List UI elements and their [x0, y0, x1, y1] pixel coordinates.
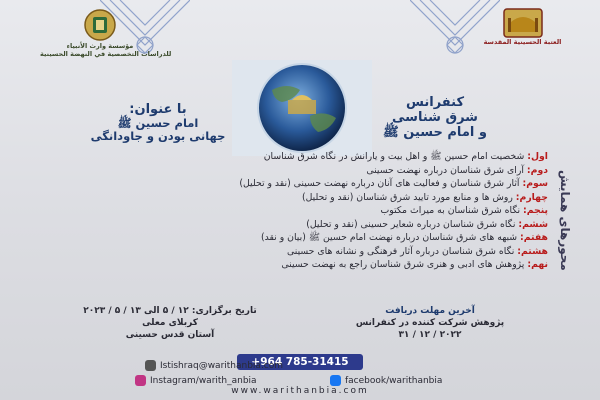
- axis-text: نگاه شرق شناسان به ميراث مكتوب: [380, 205, 523, 216]
- axis-ordinal: هشتم:: [517, 245, 548, 257]
- event-date: تاريخ برگزاری: ۱۲ / ۵ الی ۱۳ / ۵ / ۲۰۲۳: [83, 306, 257, 316]
- deadline-date: ۲۰۲۲ / ۱۲ / ۳۱: [398, 330, 462, 340]
- axis-text: آثار شرق شناسان و فعاليت های آنان درباره نهضت حسينی (نقد و تحليل): [239, 178, 523, 189]
- email-text: Istishraq@warithanbia.com: [160, 360, 284, 371]
- instagram-link[interactable]: [135, 375, 257, 386]
- axis-text: روش ها و منابع مورد تاييد شرق شناسان (نقد و تحليل): [302, 191, 516, 203]
- instagram-icon: [135, 375, 146, 386]
- phone-number[interactable]: +964 785-31415: [237, 354, 362, 370]
- side-label-text: محورهای همایش: [558, 170, 572, 271]
- deadline-line1: آخرين مهلت دريافت: [385, 306, 475, 316]
- subject-line3: جهانی بودن و جاودانگی: [90, 129, 226, 143]
- warith-anbia-logo: [40, 8, 172, 58]
- website-link[interactable]: www.warithanbia.com: [231, 386, 369, 396]
- axis-item: [60, 258, 548, 272]
- axis-item: [60, 191, 548, 205]
- axis-ordinal: ششم:: [518, 218, 548, 230]
- conference-title-line1: كنفرانس: [405, 95, 465, 110]
- facebook-link[interactable]: [330, 375, 442, 386]
- facebook-icon: [330, 375, 341, 386]
- conference-title: [360, 95, 510, 140]
- holy-shrine-logo: [470, 8, 575, 46]
- submission-deadline: [355, 305, 505, 341]
- axis-ordinal: اول:: [527, 151, 548, 162]
- axis-text: نگاه شرق شناسان درباره آثار فرهنگی و نشانه های حسينی: [287, 245, 518, 257]
- axis-ordinal: دوم:: [526, 164, 548, 176]
- axis-ordinal: سوم:: [522, 178, 548, 189]
- conference-title-line3: و امام حسين ﷺ: [383, 125, 487, 140]
- axes-side-label: [552, 170, 574, 295]
- globe-image: [232, 60, 372, 156]
- axis-text: نگاه شرق شناسان درباره شعاير حسينی (نقد و تحليل): [306, 218, 519, 230]
- facebook-text: facebook/warithanbia: [345, 375, 443, 386]
- logo-left-line2: للدراسات التخصصية في النهضة الحسينية: [40, 50, 172, 58]
- emblem-icon: [83, 8, 117, 42]
- email-icon: [145, 360, 156, 371]
- axis-text: شخصيت امام حسين ﷺ و اهل بيت و يارانش در نگاه شرق شناسان: [263, 151, 528, 162]
- axis-text: آرای شرق شناسان درباره نهضت حسينی: [366, 164, 527, 176]
- axis-item: [60, 218, 548, 232]
- axis-ordinal: نهم:: [527, 259, 548, 270]
- conference-subject: [78, 103, 238, 144]
- logo-right-line1: العتبة الحسينية المقدسة: [483, 38, 562, 46]
- axis-item: [60, 231, 548, 245]
- deadline-line2: پژوهش شركت كننده در كنفرانس: [355, 318, 505, 328]
- shrine-emblem-icon: [503, 8, 543, 38]
- axis-text: پژوهش های ادبی و هنری شرق شناسان راجع به نهضت حسينی: [281, 259, 528, 270]
- axis-item: [60, 177, 548, 191]
- axis-item: [60, 204, 548, 218]
- conference-axes-list: [60, 150, 548, 272]
- axis-item: [60, 245, 548, 259]
- event-info: [80, 305, 260, 341]
- axis-ordinal: پنجم:: [523, 205, 548, 216]
- event-venue: آستان قدس حسينی: [125, 330, 215, 340]
- email-contact[interactable]: [145, 360, 283, 371]
- conference-title-line2: شرق شناسی: [392, 110, 478, 125]
- subject-line1: با عنوان:: [129, 102, 187, 117]
- axis-ordinal: هفتم:: [520, 232, 548, 243]
- event-city: كربلای معلی: [142, 318, 198, 328]
- instagram-text: Instagram/warith_anbia: [150, 375, 257, 386]
- axis-item: [60, 150, 548, 164]
- axis-text: شبهه های شرق شناسان درباره نهضت امام حسين ﷺ (بيان و نقد): [260, 232, 521, 243]
- axis-ordinal: چهارم:: [515, 191, 548, 203]
- axis-item: [60, 164, 548, 178]
- phone-row: [0, 350, 600, 370]
- logo-left-line1: مؤسسة وارث الأنبياء: [66, 42, 134, 50]
- subject-line2: امام حسين ﷺ: [117, 115, 199, 130]
